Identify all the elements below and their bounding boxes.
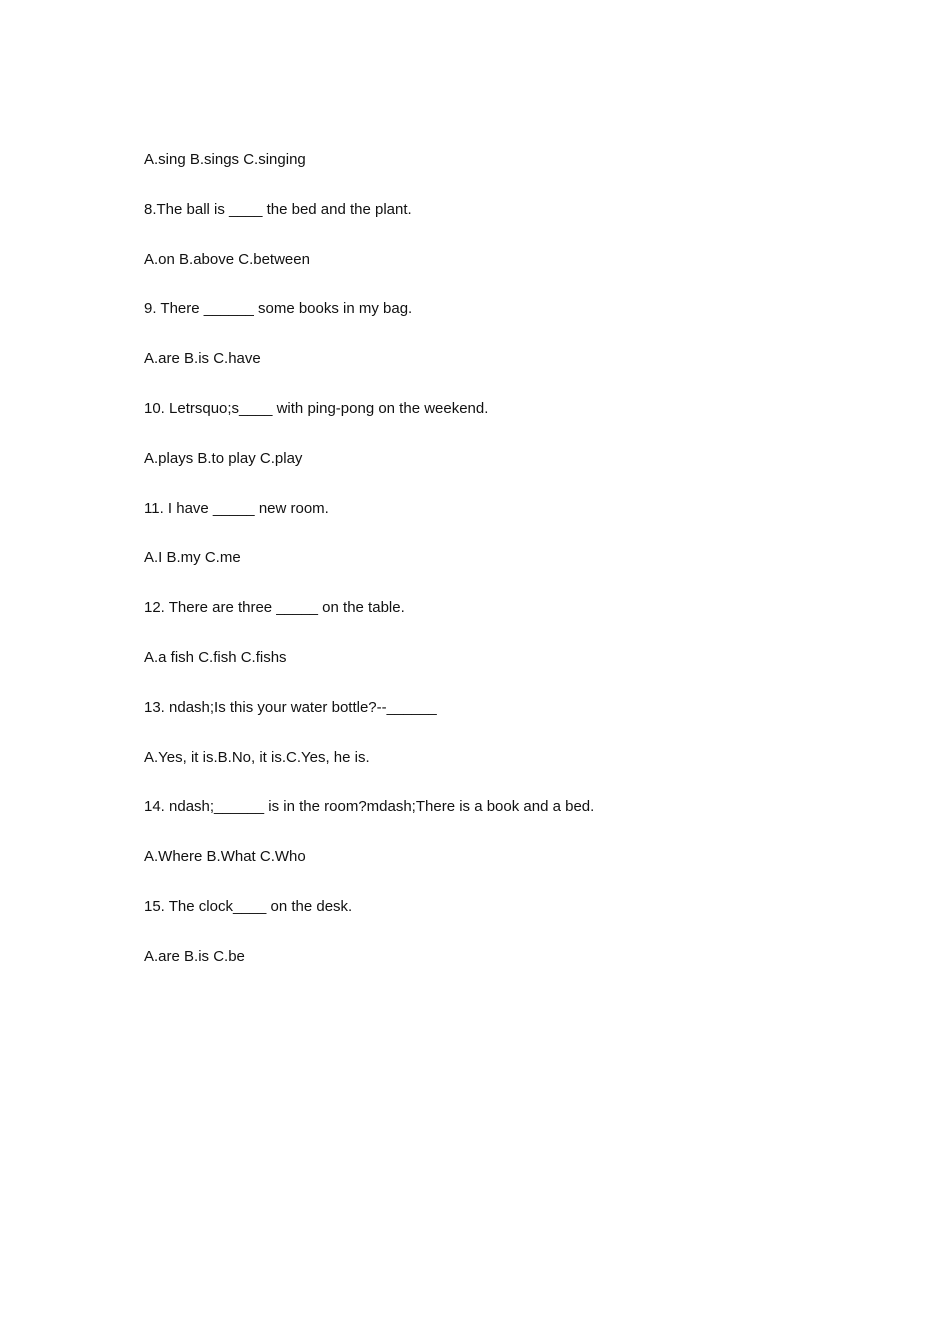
question-10: 10. Letrsquo;s____ with ping-pong on the weekend. bbox=[144, 399, 489, 417]
answer-options-9: A.are B.is C.have bbox=[144, 350, 261, 368]
answer-options-10: A.plays B.to play C.play bbox=[144, 449, 303, 467]
question-14: 14. ndash;______ is in the room?mdash;There is a book and a bed. bbox=[144, 798, 595, 816]
question-12: 12. There are three _____ on the table. bbox=[144, 599, 405, 617]
question-11: 11. I have _____ new room. bbox=[144, 499, 329, 517]
answer-options-15: A.are B.is C.be bbox=[144, 947, 245, 965]
answer-options-7: A.sing B.sings C.singing bbox=[144, 151, 306, 168]
answer-options-14: A.Where B.What C.Who bbox=[144, 848, 306, 866]
question-8: 8.The ball is ____ the bed and the plant. bbox=[144, 200, 412, 218]
answer-options-11: A.I B.my C.me bbox=[144, 549, 241, 567]
question-9: 9. There ______ some books in my bag. bbox=[144, 300, 413, 318]
answer-options-8: A.on B.above C.between bbox=[144, 250, 310, 268]
answer-options-13: A.Yes, it is.B.No, it is.C.Yes, he is. bbox=[144, 748, 370, 766]
question-list bbox=[144, 150, 844, 997]
question-13: 13. ndash;Is this your water bottle?--______ bbox=[144, 698, 437, 716]
answer-options-12: A.a fish C.fish C.fishs bbox=[144, 648, 287, 666]
question-15: 15. The clock____ on the desk. bbox=[144, 897, 353, 915]
